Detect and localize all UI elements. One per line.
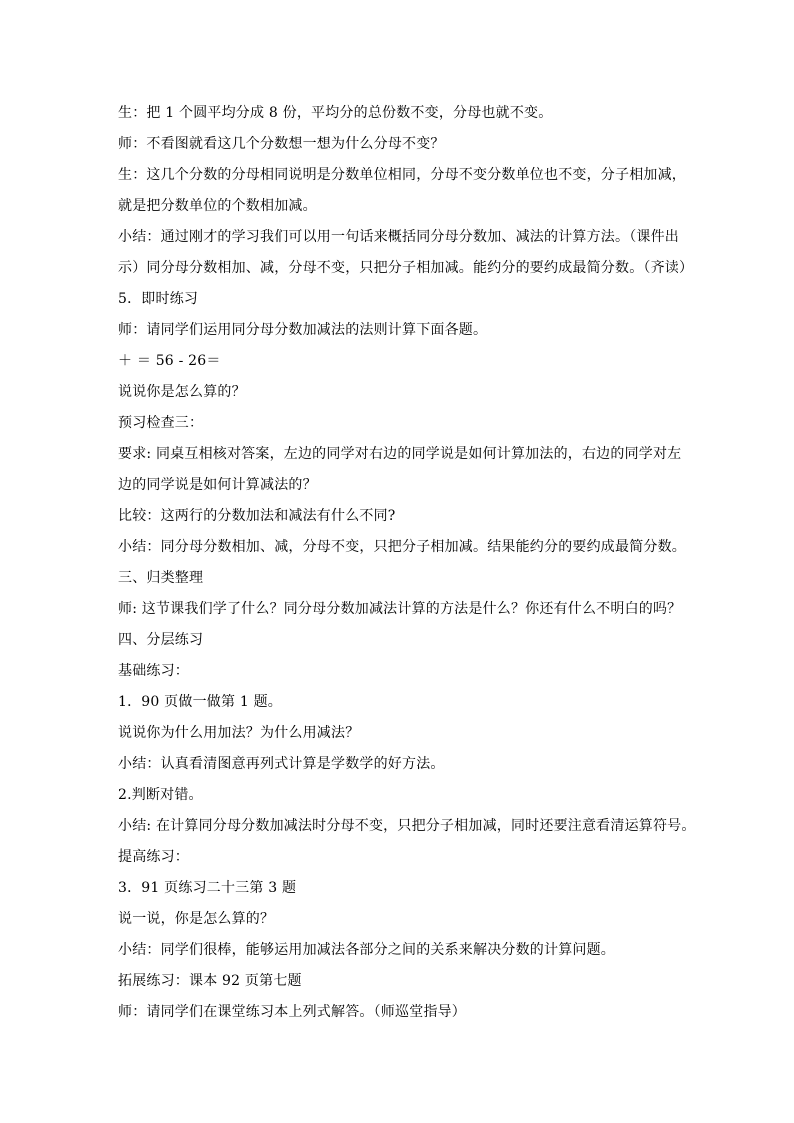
text-line: 小结：同学们很棒，能够运用加减法各部分之间的关系来解决分数的计算问题。 — [118, 942, 615, 958]
text-line: 说说你是怎么算的？ — [118, 384, 246, 400]
text-line: 基础练习： — [118, 663, 189, 679]
text-line: 生：把 1 个圆平均分成 8 份，平均分的总份数不变，分母也就不变。 — [118, 105, 553, 121]
text-line: 小结: 在计算同分母分数加减法时分母不变，只把分子相加减，同时还要注意看清运算符号。 — [118, 818, 696, 834]
text-line: 师：请同学们在课堂练习本上列式解答。（师巡堂指导） — [118, 1004, 466, 1020]
text-line: 拓展练习：课本 92 页第七题 — [118, 973, 302, 989]
text-line: 生：这几个分数的分母相同说明是分数单位相同，分母不变分数单位也不变，分子相加减， — [118, 167, 686, 183]
text-line: 示）同分母分数相加、减，分母不变，只把分子相加减。能约分的要约成最简分数。（齐读） — [118, 260, 694, 276]
equation-line: ＋ ＝ 56 - 26＝ — [118, 353, 221, 369]
text-line: 要求: 同桌互相核对答案，左边的同学对右边的同学说是如何计算加法的，右边的同学对左 — [118, 446, 682, 462]
text-line: 师：不看图就看这几个分数想一想为什么分母不变？ — [118, 136, 445, 152]
text-line: 师：请同学们运用同分母分数加减法的法则计算下面各题。 — [118, 322, 488, 338]
text-line: 比较：这两行的分数加法和减法有什么不同? — [118, 508, 396, 524]
text-line: 2.判断对错。 — [118, 787, 203, 803]
section-heading: 四、分层练习 — [118, 632, 204, 648]
text-line: 边的同学说是如何计算减法的？ — [118, 477, 317, 493]
text-line: 提高练习： — [118, 849, 189, 865]
text-line: 就是把分数单位的个数相加减。 — [118, 198, 317, 214]
text-line: 3．91 页练习二十三第 3 题 — [118, 880, 297, 896]
text-line: 小结：同分母分数相加、减，分母不变，只把分子相加减。结果能约分的要约成最简分数。 — [118, 539, 686, 555]
section-heading: 5．即时练习 — [118, 291, 199, 307]
text-line: 小结：通过刚才的学习我们可以用一句话来概括同分母分数加、减法的计算方法。（课件出 — [118, 229, 679, 245]
text-line: 1．90 页做一做第 1 题。 — [118, 694, 282, 710]
text-line: 小结：认真看清图意再列式计算是学数学的好方法。 — [118, 756, 445, 772]
text-line: 预习检查三： — [118, 415, 204, 431]
section-heading: 三、归类整理 — [118, 570, 204, 586]
text-line: 说说你为什么用加法？为什么用减法？ — [118, 725, 360, 741]
text-line: 说一说，你是怎么算的？ — [118, 911, 275, 927]
text-line: 师: 这节课我们学了什么？同分母分数加减法计算的方法是什么？你还有什么不明白的吗？ — [118, 601, 682, 617]
